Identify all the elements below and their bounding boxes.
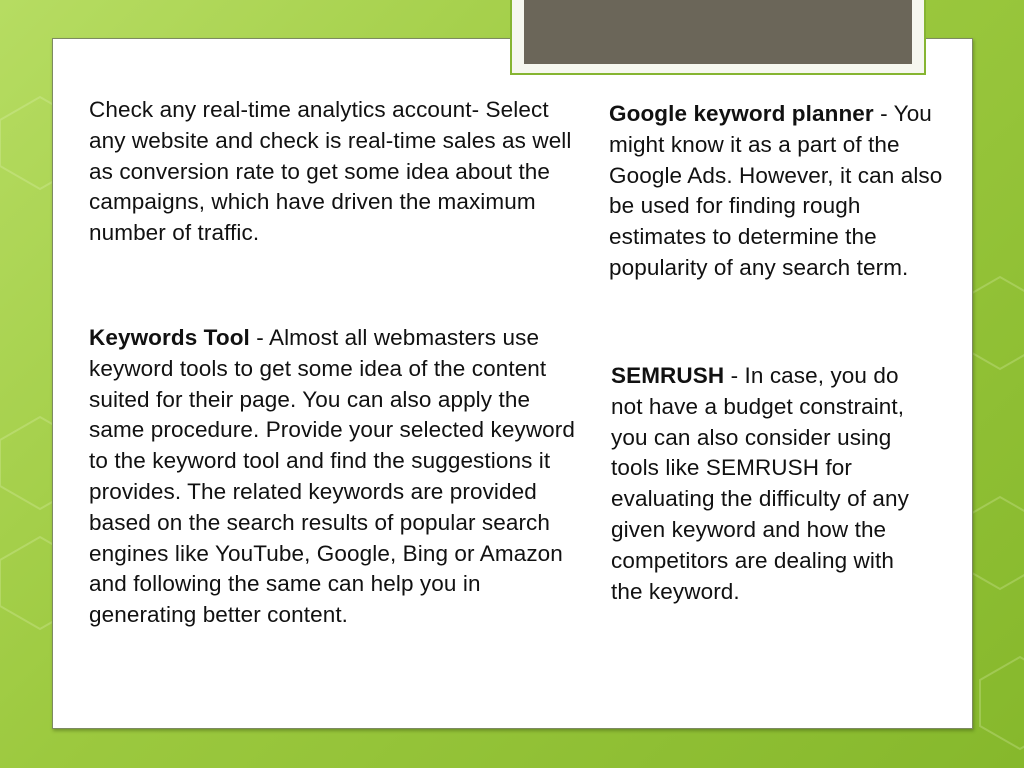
google-keyword-planner-title: Google keyword planner — [609, 101, 874, 126]
semrush-title: SEMRUSH — [611, 363, 725, 388]
paragraph-semrush — [611, 361, 921, 607]
keywords-tool-text: - Almost all webmasters use keyword tools to get some idea of the content suited for their page. You can also apply the same procedure. Provide your selected keyword to the keyword tool and find the suggestions it provides. The related keywords are provided based on the search results of popular search engines like YouTube, Google, Bing or Amazon and following the same can help you in generating better content. — [89, 325, 575, 628]
paragraph-analytics — [89, 95, 589, 249]
slide-header-tab-fill — [524, 0, 912, 64]
slide-header-tab — [510, 0, 926, 75]
paragraph-keywords-tool — [89, 323, 589, 631]
google-keyword-planner-text: - You might know it as a part of the Google Ads. However, it can also be used for finding rough estimates to determine the popularity of any search term. — [609, 101, 943, 280]
slide-content-card — [52, 38, 973, 729]
keywords-tool-title: Keywords Tool — [89, 325, 250, 350]
semrush-text: - In case, you do not have a budget constraint, you can also consider using tools like SEMRUSH for evaluating the difficulty of any given keyword and how the competitors are dealing with the keyword. — [611, 363, 909, 604]
paragraph-analytics-text: Check any real-time analytics account- Select any website and check is real-time sales as well as conversion rate to get some idea about the campaigns, which have driven the maximum number of traffic. — [89, 97, 572, 246]
paragraph-google-keyword-planner — [609, 99, 959, 284]
